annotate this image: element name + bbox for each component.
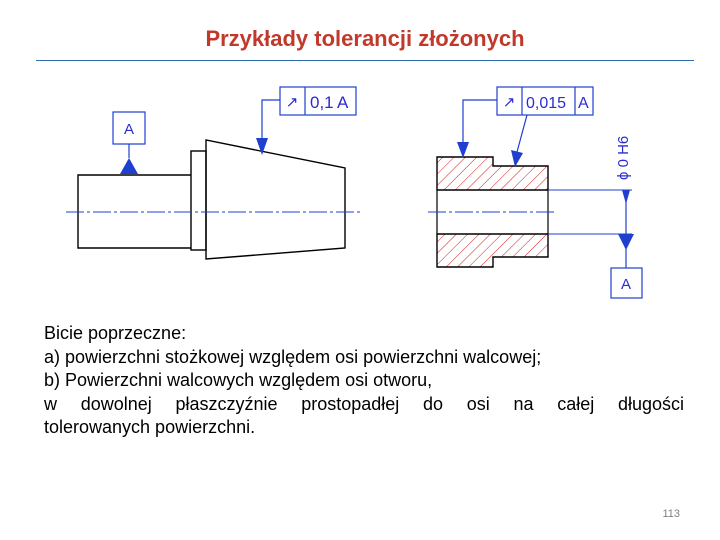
section-lower (437, 234, 548, 267)
runout-icon-left: ↗ (285, 94, 299, 111)
description-text (44, 322, 684, 440)
frame-value-right: 0,015 (526, 95, 567, 112)
section-upper (437, 157, 548, 190)
description-line-5: tolerowanych powierzchni. (44, 417, 256, 437)
drawing-left (66, 87, 360, 259)
frame-datum-right: A (578, 95, 589, 112)
page-number: 113 (662, 508, 680, 520)
datum-triangle-left (120, 158, 138, 174)
frame-datum-left: A (337, 93, 349, 112)
leader-left (262, 100, 280, 138)
cone-left (206, 140, 345, 259)
description-item-b: b) Powierzchni walcowych względem osi otworu, (44, 370, 433, 390)
description-line-4: w dowolnej płaszczyźnie prostopadłej do osi na całej długości (44, 393, 684, 414)
shoulder-left (191, 151, 206, 250)
description-item-a: a) powierzchni stożkowej względem osi powierzchni walcowej; (44, 346, 542, 367)
page-title: Przykłady tolerancji złożonych (205, 26, 525, 51)
dimension-text-right: ϕ 0 H6 (615, 135, 632, 180)
leader-right-1 (463, 100, 497, 142)
drawing-right (428, 87, 642, 298)
frame-value-left: 0,1 (310, 93, 334, 112)
description-heading: Bicie poprzeczne: (44, 323, 187, 343)
datum-letter-right: A (620, 276, 632, 293)
datum-letter-left: A (123, 121, 135, 138)
leader-right-2 (517, 115, 527, 152)
runout-icon-right: ↗ (502, 94, 516, 111)
